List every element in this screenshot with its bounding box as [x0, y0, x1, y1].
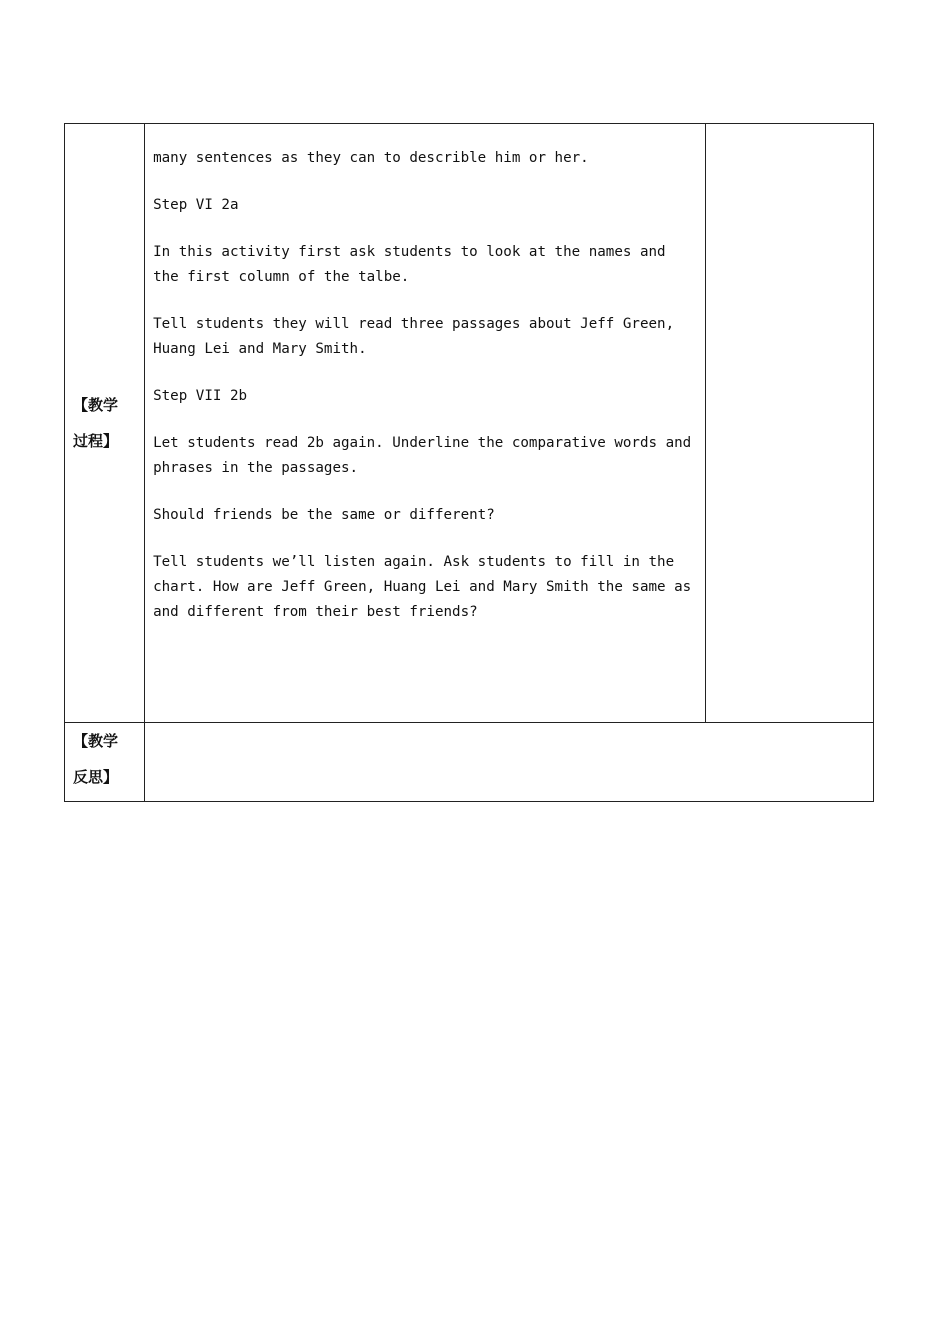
teaching-reflection-row — [65, 723, 874, 802]
teaching-reflection-label-line2: 反思】 — [73, 768, 119, 786]
process-paragraph-7: Should friends be the same or different? — [153, 507, 495, 523]
teaching-process-label-line1: 【教学 — [73, 396, 119, 414]
process-step-vi-heading: Step VI 2a — [153, 197, 239, 213]
teaching-process-label-line2: 过程】 — [73, 432, 119, 450]
lesson-plan-table — [64, 123, 874, 802]
process-paragraph-4: Tell students they will read three passages about Jeff Green, Huang Lei and Mary Smith. — [153, 316, 675, 357]
teaching-reflection-content-cell — [145, 723, 874, 802]
teaching-process-notes-cell — [705, 124, 873, 723]
process-step-vii-heading: Step VII 2b — [153, 388, 248, 404]
teaching-process-content-cell — [145, 124, 706, 723]
teaching-process-label-cell — [65, 124, 145, 723]
teaching-process-row — [65, 124, 874, 723]
process-paragraph-8: Tell students we’ll listen again. Ask students to fill in the chart. How are Jeff Green, Huang Lei and Mary Smith the same as and different from their best friends? — [153, 554, 692, 620]
process-paragraph-3: In this activity first ask students to look at the names and the first column of the talbe. — [153, 244, 666, 285]
process-paragraph-6: Let students read 2b again. Underline the comparative words and phrases in the passages. — [153, 435, 692, 476]
process-paragraph-1: many sentences as they can to describle him or her. — [153, 150, 589, 166]
teaching-reflection-label-cell — [65, 723, 145, 802]
teaching-reflection-label-line1: 【教学 — [73, 732, 119, 750]
